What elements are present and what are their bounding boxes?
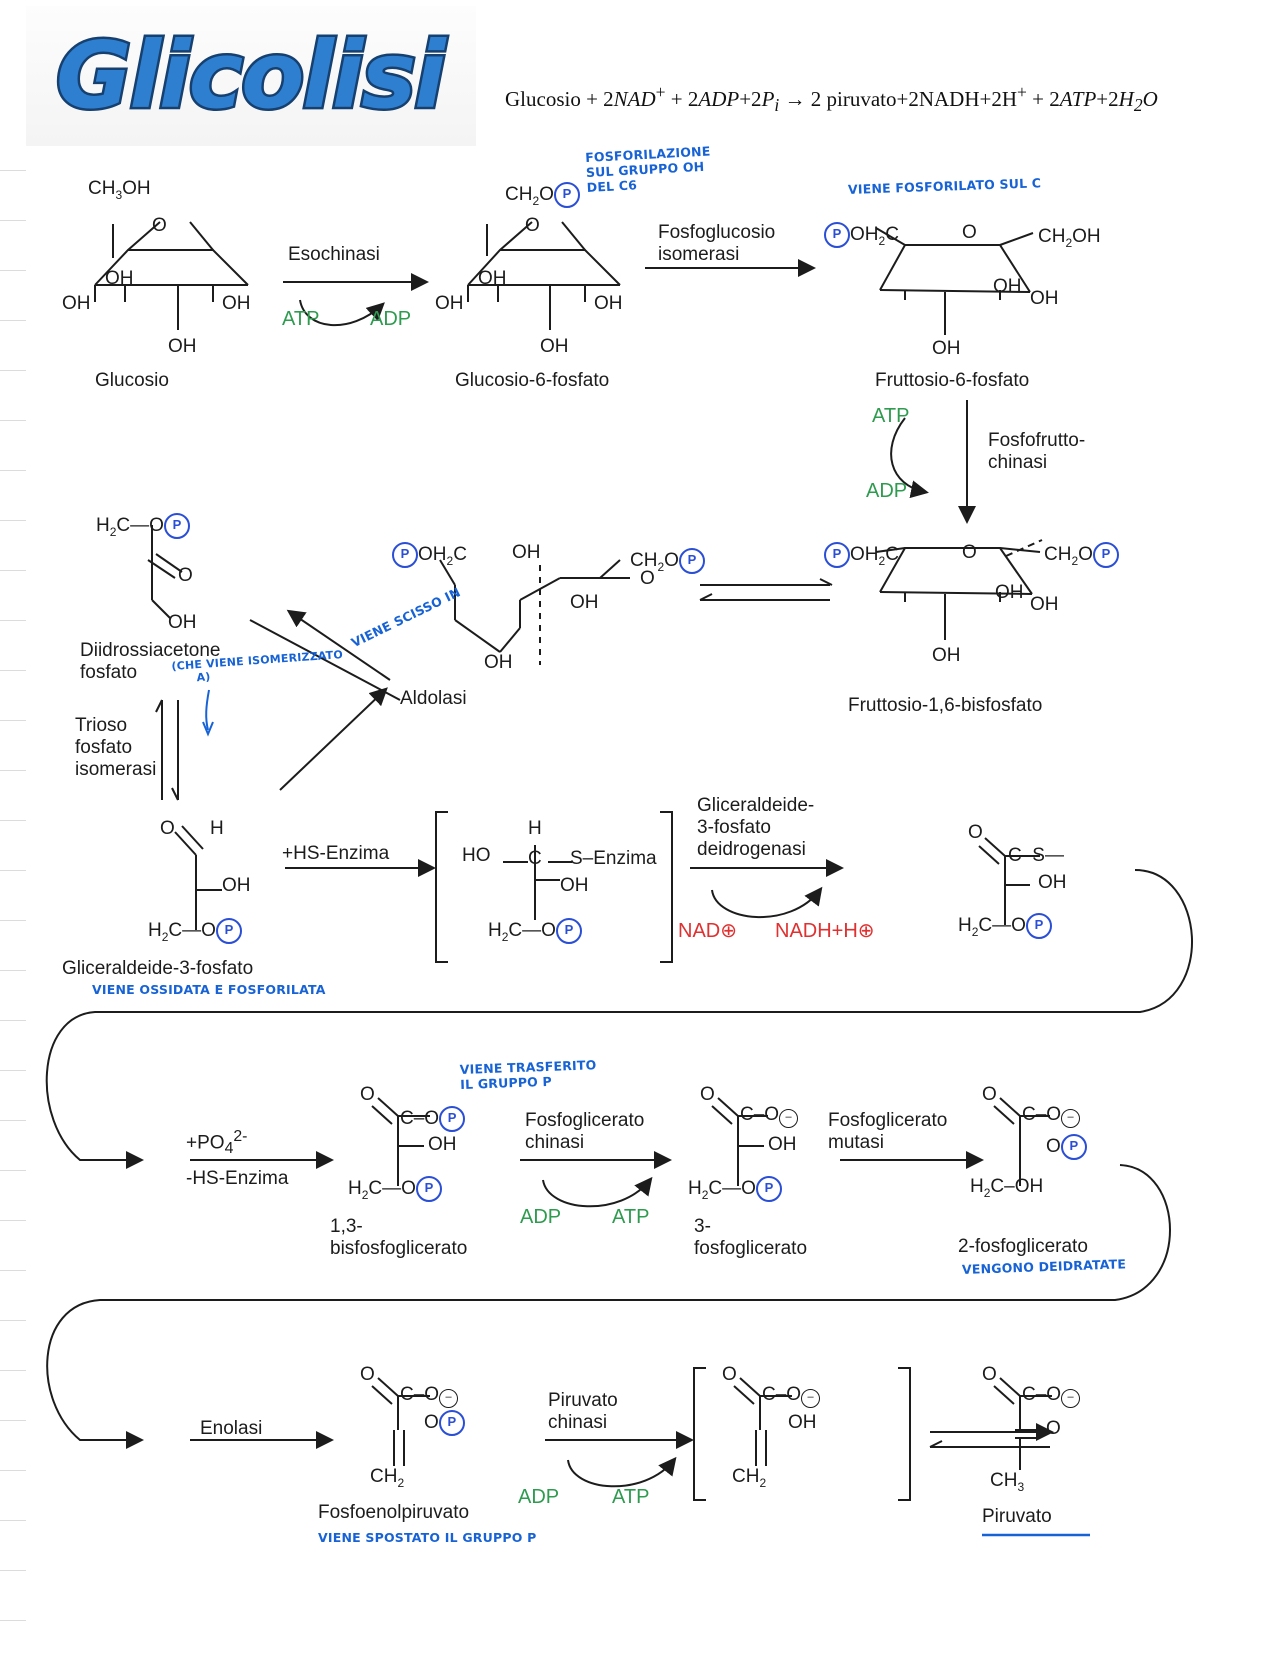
structure-label-ho: HO <box>462 845 491 866</box>
structure-label-oh-bpg: OH <box>428 1134 457 1155</box>
structure-label-o-pyr: O <box>982 1364 997 1385</box>
structure-label-o-pep: O <box>360 1364 375 1385</box>
phosphate-icon: P <box>1061 1134 1087 1160</box>
structure-label-c-o-minus-2pg: C–O – <box>1022 1104 1080 1128</box>
reagent-hs-enzima-out: -HS-Enzima <box>186 1168 289 1189</box>
phosphate-icon: P <box>439 1410 465 1436</box>
structure-label-c-op-bpg: C–O P <box>400 1106 465 1132</box>
phosphate-icon: P <box>439 1106 465 1132</box>
page-title: Glicolisi <box>56 22 444 129</box>
phosphate-icon: P <box>824 542 850 568</box>
structure-label-oh-11: OH <box>932 338 961 359</box>
structure-label-oh-9: OH <box>993 276 1022 297</box>
structure-label-oh-thio: OH <box>560 875 589 896</box>
note-scisso: VIENE SCISSO IN <box>348 584 463 651</box>
structure-label-h2c-op-2: $H_2C—O$ P <box>148 918 242 944</box>
enzyme-trioso-fosfato-isomerasi: Trioso fosfato isomerasi <box>75 715 157 780</box>
metabolite-bpg: 1,3- bisfosfoglicerato <box>330 1216 468 1259</box>
structure-label-op-pep: O P <box>424 1410 465 1436</box>
enzyme-aldolasi: Aldolasi <box>400 688 467 709</box>
cofactor-atp2: ATP <box>872 405 910 427</box>
metabolite-f6p: Fruttosio-6-fosfato <box>875 370 1030 391</box>
structure-label-oh-10: OH <box>1030 288 1059 309</box>
structure-label-oh-18: OH <box>932 645 961 666</box>
phosphate-icon: P <box>1026 913 1052 939</box>
note-ossidata: VIENE OSSIDATA E FOSFORILATA <box>92 982 326 997</box>
cofactor-adp1: ADP <box>370 308 412 330</box>
phosphate-icon: P <box>1093 542 1119 568</box>
structure-label-oh-2: OH <box>62 293 91 314</box>
structure-label-o-bpg: O <box>360 1084 375 1105</box>
metabolite-2pg: 2-fosfoglicerato <box>958 1236 1088 1257</box>
cofactor-adp2: ADP <box>866 480 908 502</box>
phosphate-icon: P <box>679 548 705 574</box>
structure-label-oh-13: OH <box>570 592 599 613</box>
structure-label-o-keto-pyr: O <box>1046 1418 1061 1439</box>
title-logo <box>26 6 476 146</box>
structure-label-poh2c-2: P $OH_2C$ <box>392 542 467 568</box>
structure-label-h2c-oh-2pg: $H_2C-OH$ <box>970 1176 1044 1200</box>
structure-label-ch2oh-1: $CH_2OH$ <box>1038 226 1101 250</box>
cofactor-adp4: ADP <box>518 1486 560 1508</box>
reagent-hs-enzima-in: +HS-Enzima <box>282 843 390 864</box>
metabolite-glucosio: Glucosio <box>95 370 169 391</box>
structure-label-oh-thioester: OH <box>1038 872 1067 893</box>
structure-label-o-2pg: O <box>982 1084 997 1105</box>
phosphate-icon: P <box>556 918 582 944</box>
structure-label-h-g3p: H <box>210 818 224 839</box>
enzyme-fosfoglucosio-isomerasi: Fosfoglucosio isomerasi <box>658 222 776 265</box>
structure-label-ch3oh: $CH_3OH$ <box>88 178 151 202</box>
structure-label-ring-o-2: O <box>525 215 540 236</box>
phosphate-icon: P <box>554 182 580 208</box>
structure-label-h2c-op-1: $H_2C—O$ P <box>96 513 190 539</box>
enzyme-enolasi: Enolasi <box>200 1418 263 1439</box>
enzyme-esochinasi: Esochinasi <box>288 244 380 265</box>
structure-label-oh-16: OH <box>995 582 1024 603</box>
structure-label-o-thioester: O <box>968 822 983 843</box>
structure-label-h2c-op-4: $H_2C—O$ P <box>958 913 1052 939</box>
structure-label-op-2pg: O P <box>1046 1134 1087 1160</box>
enzyme-g3p-deidrogenasi: Gliceraldeide- 3-fosfato deidrogenasi <box>697 795 815 860</box>
cofactor-nadh: NADH+H⊕ <box>775 920 875 942</box>
reagent-po4-in: $+PO_4^{2-}$ <box>186 1128 248 1158</box>
metabolite-pep: Fosfoenolpiruvato <box>318 1502 470 1523</box>
enzyme-fosfofruttochinasi: Fosfofrutto- chinasi <box>988 430 1086 473</box>
metabolite-f16bp: Fruttosio-1,6-bisfosfato <box>848 695 1043 716</box>
structure-label-ch2op-3: $CH_2O$ P <box>1044 542 1119 568</box>
structure-label-oh-dhap: OH <box>168 612 197 633</box>
overall-equation: Glucosio + $2NAD^+ + 2ADP+2P_i \to 2$ piruvato+2NADH+2H+ + $2ATP+2H_2O$ <box>505 82 1158 116</box>
phosphate-icon: P <box>392 542 418 568</box>
metabolite-g3p: Gliceraldeide-3-fosfato <box>62 958 254 979</box>
structure-label-oh-enol: OH <box>788 1412 817 1433</box>
structure-label-oh-12: OH <box>512 542 541 563</box>
cofactor-nad: NAD⊕ <box>678 920 737 942</box>
structure-label-h2c-op-6: $H_2C—O$ P <box>688 1176 782 1202</box>
phosphate-icon: P <box>756 1176 782 1202</box>
structure-label-oh-4: OH <box>168 336 197 357</box>
note-fosforilazione: FOSFORILAZIONE SUL GRUPPO OH DEL C6 <box>584 143 711 195</box>
structure-label-oh-6: OH <box>435 293 464 314</box>
structure-label-ch3-pyr: $CH_3$ <box>990 1470 1025 1494</box>
phosphate-icon: P <box>164 513 190 539</box>
metabolite-piruvato: Piruvato <box>982 1506 1052 1527</box>
structure-label-h2c-op-5: $H_2C—O$ P <box>348 1176 442 1202</box>
enzyme-piruvato-chinasi: Piruvato chinasi <box>548 1390 618 1433</box>
structure-label-c-thio: C <box>528 848 542 869</box>
structure-label-oh-7: OH <box>594 293 623 314</box>
structure-label-s-enzima: S–Enzima <box>570 848 657 869</box>
structure-label-ch2op-2: $CH_2O$ P <box>630 548 705 574</box>
structure-label-oh-14: OH <box>484 652 513 673</box>
structure-label-ch2-pep: $CH_2$ <box>370 1466 405 1490</box>
enzyme-fosfoglicerato-mutasi: Fosfoglicerato mutasi <box>828 1110 948 1153</box>
note-spostato: VIENE SPOSTATO IL GRUPPO P <box>318 1530 537 1545</box>
structure-label-oh-8: OH <box>540 336 569 357</box>
note-isomerizzato: (CHE VIENE ISOMERIZZATO A) <box>171 648 344 686</box>
structure-label-ring-o-4: O <box>962 542 977 563</box>
structure-label-poh2c-1: P $OH_2C$ <box>824 222 899 248</box>
metabolite-g6p: Glucosio-6-fosfato <box>455 370 610 391</box>
structure-label-ch2op-1: $CH_2O$ P <box>505 182 580 208</box>
cofactor-atp4: ATP <box>612 1486 650 1508</box>
structure-label-ch2-enol: $CH_2$ <box>732 1466 767 1490</box>
note-trasferito: VIENE TRASFERITO IL GRUPPO P <box>459 1057 597 1092</box>
structure-label-poh2c-3: P $OH_2C$ <box>824 542 899 568</box>
note-deidratato: VENGONO DEIDRATATE <box>961 1256 1127 1277</box>
structure-label-oh-g3p: OH <box>222 875 251 896</box>
cofactor-adp3: ADP <box>520 1206 562 1228</box>
note-fosforilato-c1: VIENE FOSFORILATO SUL C <box>847 175 1042 197</box>
structure-label-oh-5: OH <box>478 268 507 289</box>
phosphate-icon: P <box>416 1176 442 1202</box>
structure-label-o-g3p: O <box>160 818 175 839</box>
structure-label-o-dhap: O <box>178 565 193 586</box>
cofactor-atp1: ATP <box>282 308 320 330</box>
structure-label-c-o-minus-pyr: C–O – <box>1022 1384 1080 1408</box>
structure-label-o-3pg: O <box>700 1084 715 1105</box>
structure-label-o-enol: O <box>722 1364 737 1385</box>
cofactor-atp3: ATP <box>612 1206 650 1228</box>
structure-label-oh-17: OH <box>1030 594 1059 615</box>
structure-label-oh-3: OH <box>222 293 251 314</box>
structure-label-c-o-minus-pep: C–O – <box>400 1384 458 1408</box>
metabolite-3pg: 3- fosfoglicerato <box>694 1216 808 1259</box>
phosphate-icon: P <box>216 918 242 944</box>
structure-label-c-o-minus-enol: C–O – <box>762 1384 820 1408</box>
enzyme-fosfoglicerato-chinasi: Fosfoglicerato chinasi <box>525 1110 645 1153</box>
structure-label-ring-o-1: O <box>152 215 167 236</box>
structure-label-c-s: C–S— <box>1008 845 1064 866</box>
structure-label-o-15: O <box>640 568 655 589</box>
phosphate-icon: P <box>824 222 850 248</box>
metabolite-dhap: Diidrossiacetone fosfato <box>80 640 221 683</box>
structure-label-c-o-minus-3pg: C–O – <box>740 1104 798 1128</box>
structure-label-h2c-op-3: $H_2C—O$ P <box>488 918 582 944</box>
structure-label-h-thio: H <box>528 818 542 839</box>
structure-label-oh-3pg: OH <box>768 1134 797 1155</box>
structure-label-oh-1: OH <box>105 268 134 289</box>
structure-label-ring-o-3: O <box>962 222 977 243</box>
